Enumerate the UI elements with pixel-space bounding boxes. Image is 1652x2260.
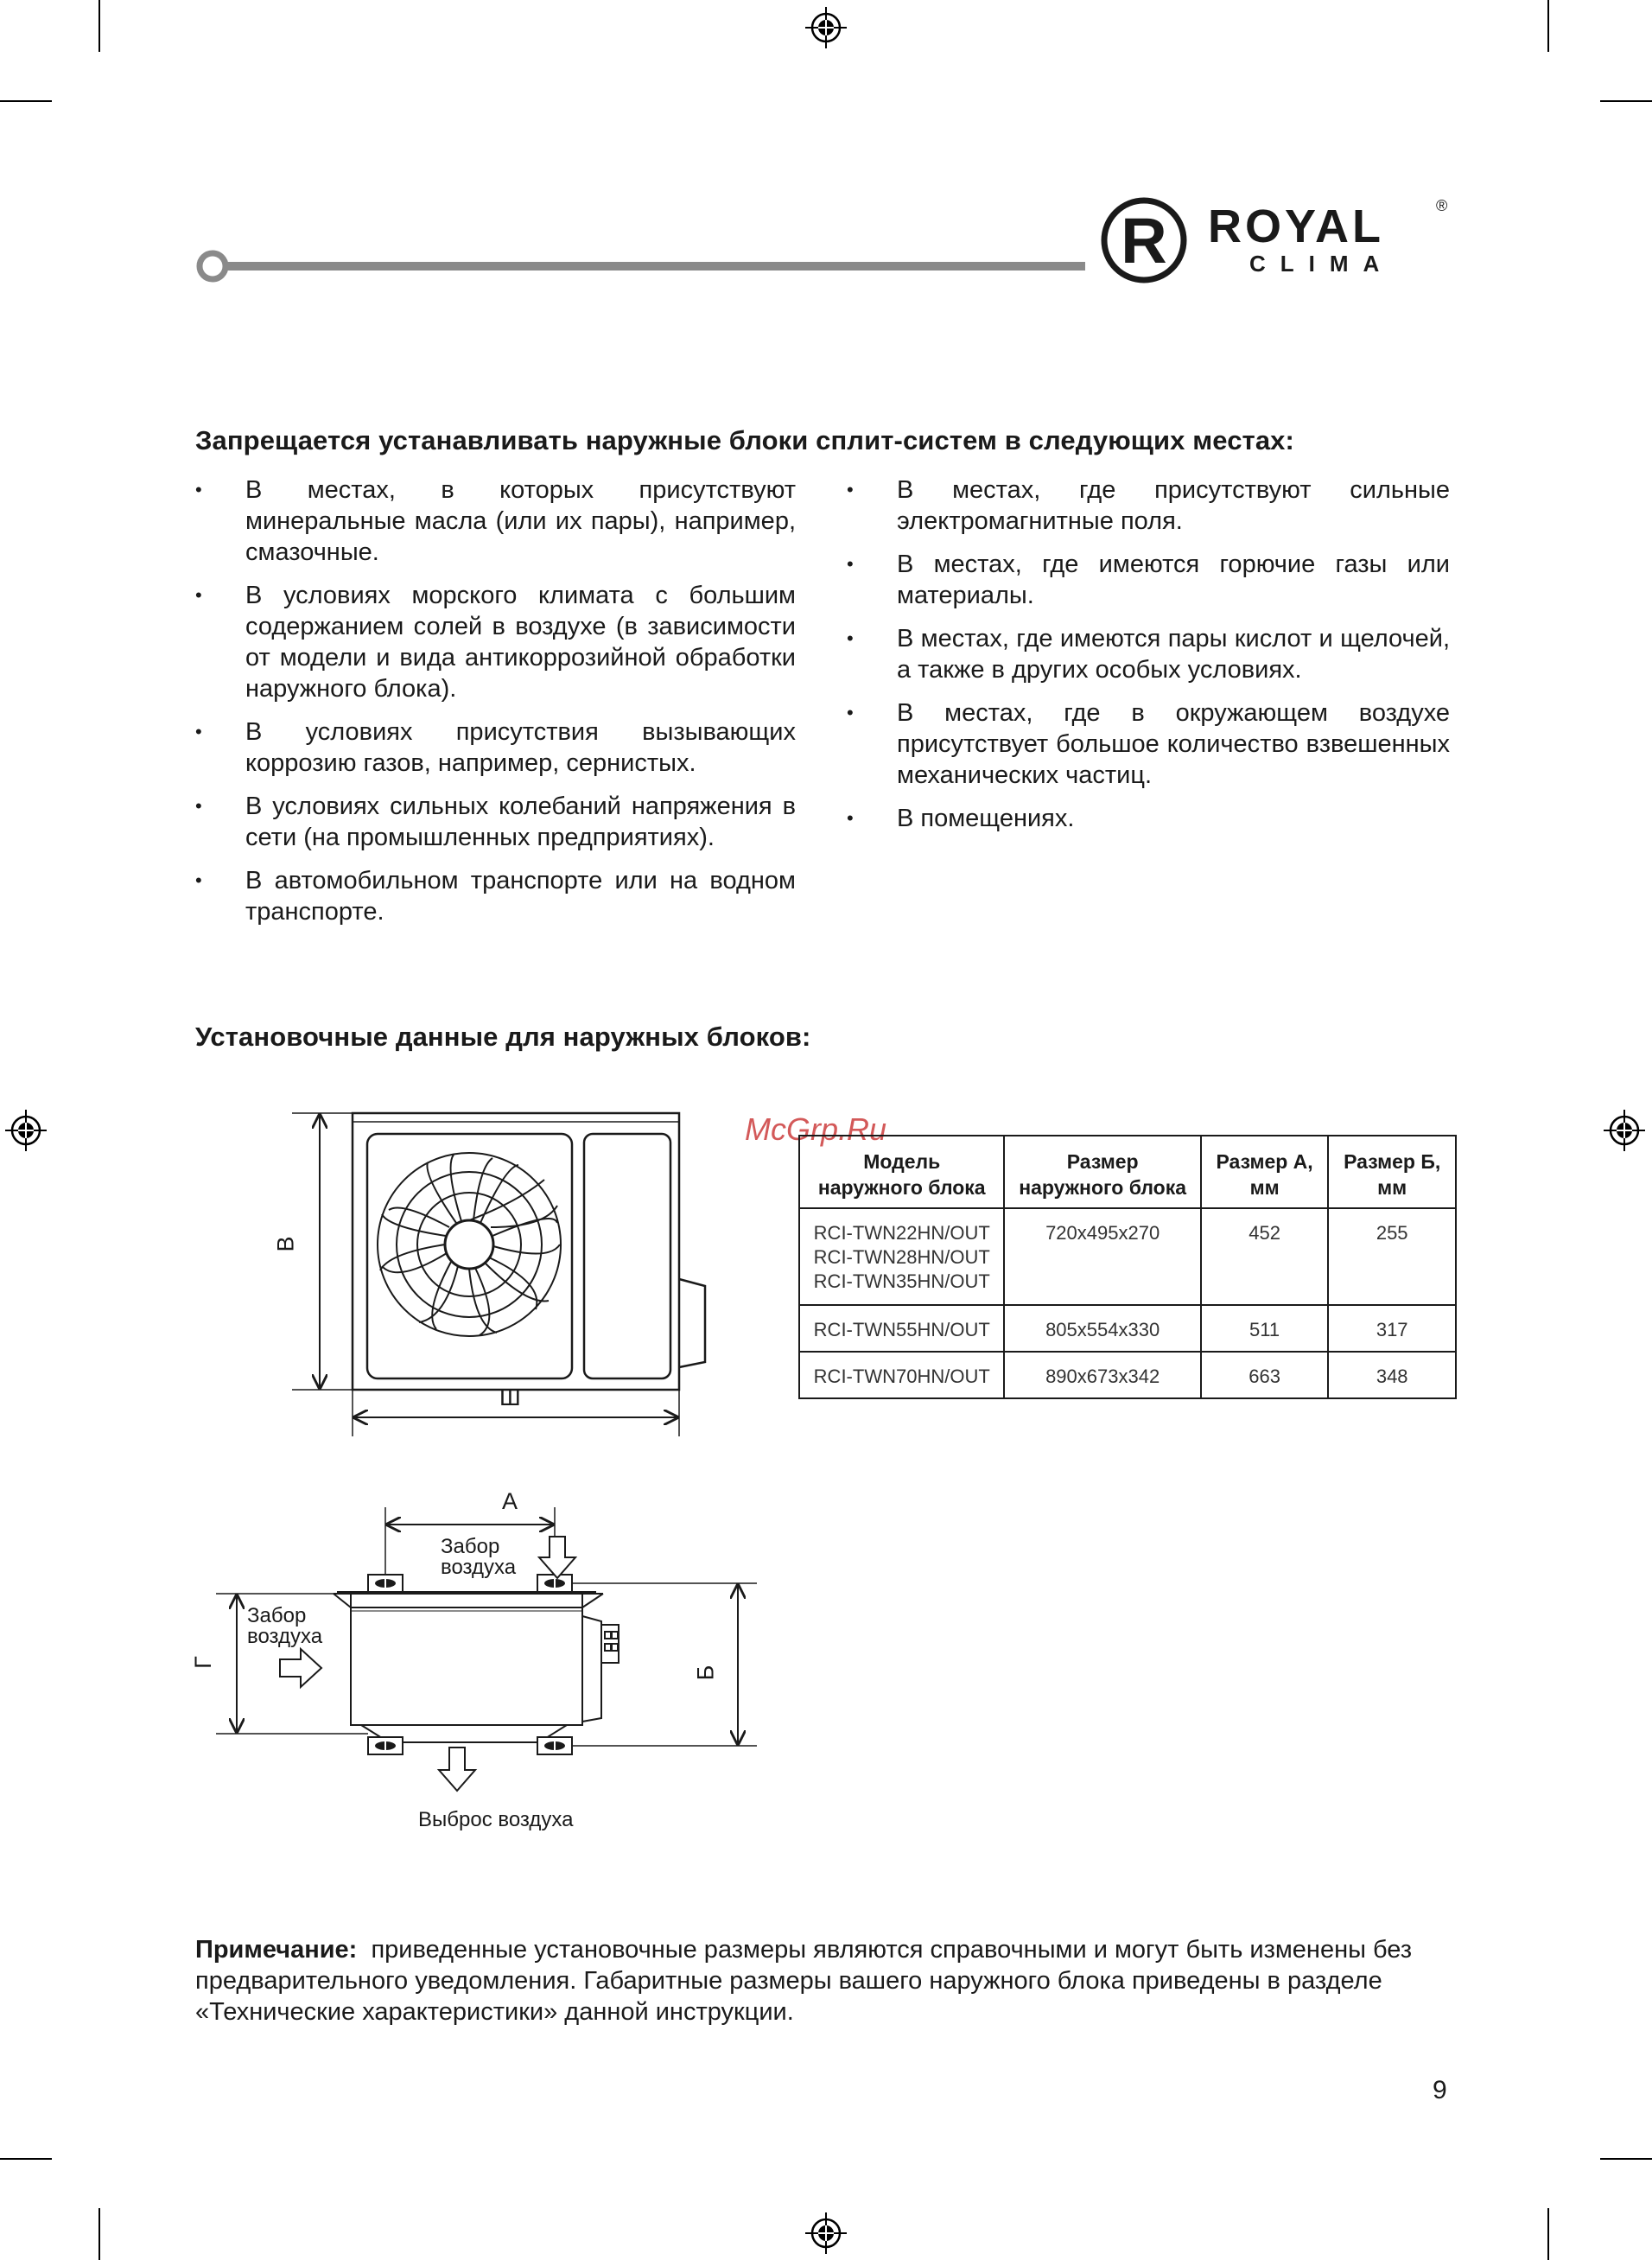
registration-mark-icon (805, 7, 847, 48)
cell-model: RCI-TWN55HN/OUT (799, 1305, 1004, 1352)
fan-grille-icon (378, 1153, 561, 1336)
registration-mark-icon (805, 2212, 847, 2254)
crop-mark (0, 100, 52, 102)
bullet: • (195, 721, 202, 742)
bullet: • (195, 869, 202, 891)
air-intake-top-arrow-icon (539, 1537, 575, 1578)
prohibited-locations-heading: Запрещается устанавливать наружные блоки сплит-систем в следующих местах: (195, 425, 1294, 455)
cell-model: RCI-TWN70HN/OUT (799, 1352, 1004, 1398)
dimension-b-label: Б (692, 1665, 719, 1681)
air-intake-left-arrow-icon (280, 1649, 321, 1687)
air-exhaust-label: Выброс воздуха (418, 1808, 574, 1831)
crop-mark (98, 2208, 100, 2260)
prohibited-list-left (195, 474, 796, 939)
column-header-size-a: Размер А, мм (1201, 1136, 1329, 1208)
crop-mark (1547, 0, 1549, 52)
note-paragraph (195, 1934, 1422, 2028)
bullet: • (195, 479, 202, 500)
cell-size: 890x673x342 (1004, 1352, 1200, 1398)
watermark: McGrp.Ru (745, 1111, 887, 1147)
cell-size-b: 255 (1328, 1208, 1456, 1305)
crop-mark (1600, 2158, 1652, 2160)
header-rule (194, 249, 1087, 283)
bullet: • (847, 807, 854, 829)
cell-size: 720x495x270 (1004, 1208, 1200, 1305)
crop-mark (1600, 100, 1652, 102)
brand-logo (1096, 197, 1458, 283)
brand-subname: CLIMA (1249, 251, 1395, 277)
bullet: • (195, 584, 202, 606)
registration-mark-icon (1604, 1110, 1645, 1151)
mounting-foot-icon (368, 1575, 572, 1754)
air-intake-top-label: Забор воздуха (441, 1535, 517, 1579)
registration-mark-icon (5, 1110, 47, 1151)
crop-mark (98, 0, 100, 52)
crop-mark (0, 2158, 52, 2160)
cell-size: 805x554x330 (1004, 1305, 1200, 1352)
royal-clima-logo-icon (1096, 197, 1192, 283)
installation-data-table (798, 1135, 1457, 1399)
cell-size-a: 452 (1201, 1208, 1329, 1305)
list-item: • В автомобильном транспорте или на водном транспорте. (195, 867, 796, 926)
list-item: • В условиях морского климата с большим содержанием солей в воздухе (в зависимости от модели и вида антикоррозийной обработки наружного блока). (195, 582, 796, 703)
column-header-size-b: Размер Б, мм (1328, 1136, 1456, 1208)
installation-data-heading: Установочные данные для наружных блоков: (195, 1022, 811, 1052)
table-row (799, 1208, 1456, 1305)
list-item: • В местах, где имеются пары кислот и щелочей, а также в других особых условиях. (847, 625, 1450, 684)
dimension-g-label: Г (189, 1656, 216, 1669)
dimension-a-label: А (502, 1488, 518, 1514)
cell-size-a: 511 (1201, 1305, 1329, 1352)
column-header-model: Модель наружного блока (799, 1136, 1004, 1208)
crop-mark (1547, 2208, 1549, 2260)
bullet: • (195, 795, 202, 817)
bullet: • (847, 702, 854, 723)
cell-size-a: 663 (1201, 1352, 1329, 1398)
list-item: • В местах, где имеются горючие газы или материалы. (847, 551, 1450, 609)
column-header-size: Размер наружного блока (1004, 1136, 1200, 1208)
brand-name: ROYAL (1208, 201, 1385, 252)
page-number: 9 (1433, 2076, 1447, 2104)
bullet: • (847, 627, 854, 649)
list-item: • В помещениях. (847, 805, 1075, 832)
table-header-row (799, 1136, 1456, 1208)
prohibited-list-right (847, 474, 1450, 846)
cell-size-b: 317 (1328, 1305, 1456, 1352)
table-row (799, 1305, 1456, 1352)
note-text: приведенные установочные размеры являются справочными и могут быть изменены без предварительного уведомления. Габаритные размеры вашего наружного блока приведены в разделе «Технические характеристики» данной инструкции. (195, 1936, 1413, 2026)
table-row (799, 1352, 1456, 1398)
bullet: • (847, 479, 854, 500)
brand-registered: ® (1436, 197, 1448, 214)
logo-letter: R (1121, 205, 1167, 277)
note-label: Примечание: (195, 1936, 358, 1964)
air-intake-left-label: Забор воздуха (247, 1604, 323, 1648)
list-item: • В местах, где в окружающем воздухе присутствует большое количество взвешенных механических частиц. (847, 699, 1450, 789)
list-item: • В местах, в которых присутствуют минеральные масла (или их пары), например, смазочные. (195, 476, 796, 566)
dimension-width-label: Ш (499, 1385, 521, 1410)
bullet: • (847, 553, 854, 575)
air-exhaust-arrow-icon (439, 1748, 475, 1791)
list-item: • В условиях присутствия вызывающих коррозию газов, например, сернистых. (195, 718, 796, 777)
cell-model: RCI-TWN22HN/OUT RCI-TWN28HN/OUT RCI-TWN35HN/OUT (799, 1208, 1004, 1305)
list-item: • В условиях сильных колебаний напряжения в сети (на промышленных предприятиях). (195, 793, 796, 851)
outdoor-unit-front-diagram (259, 1098, 726, 1443)
cell-size-b: 348 (1328, 1352, 1456, 1398)
list-item: • В местах, где присутствуют сильные электромагнитные поля. (847, 476, 1450, 535)
dimension-height-label: В (272, 1236, 299, 1252)
